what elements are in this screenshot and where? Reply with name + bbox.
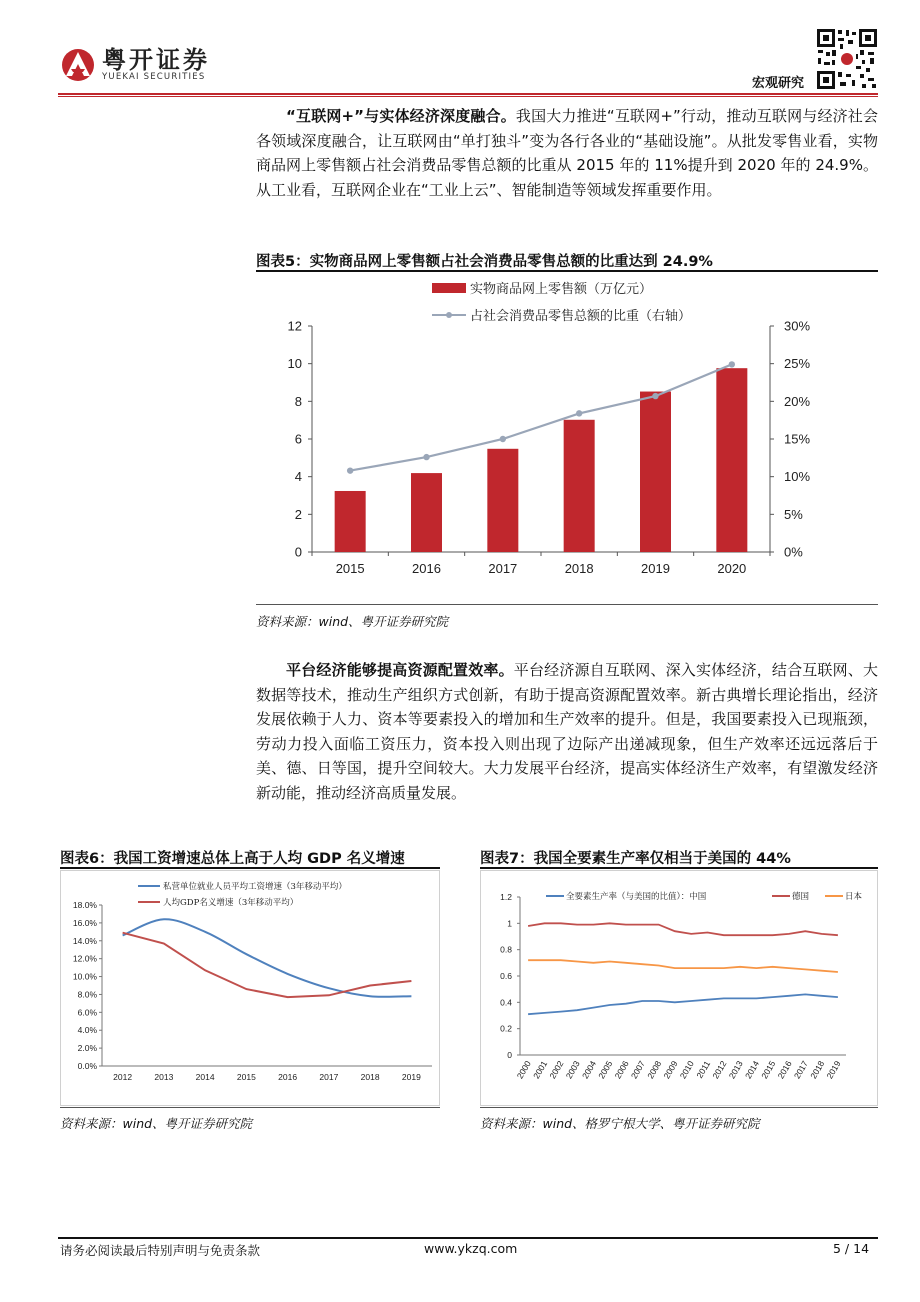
paragraph-internet-plus [256, 104, 878, 202]
footer-disclaimer: 请务必阅读最后特别声明与免责条款 [60, 1243, 261, 1258]
left-tick-label: 6 [294, 431, 302, 447]
x-tick-label: 2018 [360, 1072, 380, 1082]
right-tick-label: 0% [784, 544, 803, 560]
left-tick-label: 8 [294, 393, 302, 409]
x-tick-label: 2016 [278, 1072, 298, 1082]
y-tick-label: 1 [507, 918, 512, 929]
left-tick-label: 12 [287, 318, 302, 334]
left-tick-label: 4 [294, 469, 302, 485]
bar [487, 449, 518, 552]
legend-label: 日本 [845, 892, 863, 902]
y-tick-label: 14.0% [72, 935, 97, 946]
x-tick-label: 2001 [531, 1059, 550, 1081]
y-tick-label: 16.0% [72, 917, 97, 928]
x-tick-label: 2020 [717, 561, 747, 576]
x-tick-label: 2011 [694, 1059, 713, 1080]
x-tick-label: 2003 [563, 1059, 582, 1081]
series-line [528, 960, 838, 972]
y-tick-label: 6.0% [77, 1007, 97, 1018]
legend-swatch-bar [432, 283, 466, 293]
bar [411, 473, 442, 552]
legend-label: 私营单位就业人员平均工资增速（3年移动平均） [163, 882, 347, 892]
fig6-source: 资料来源：wind、粤开证券研究院 [60, 1116, 253, 1131]
x-tick-label: 2010 [677, 1059, 696, 1081]
fig5-chart [256, 272, 878, 602]
x-tick-label: 2015 [759, 1059, 778, 1081]
x-tick-label: 2016 [412, 561, 441, 576]
left-tick-label: 10 [287, 356, 302, 372]
x-tick-label: 2007 [628, 1059, 647, 1081]
company-logo [60, 48, 210, 82]
legend-label: 人均GDP名义增速（3年移动平均） [163, 898, 299, 908]
legend-label: 德国 [792, 892, 810, 902]
header-rule [58, 93, 878, 95]
y-tick-label: 0.0% [77, 1061, 97, 1071]
y-tick-label: 10.0% [72, 971, 97, 982]
x-tick-label: 2019 [641, 561, 670, 576]
x-tick-label: 2015 [335, 561, 365, 576]
bar [335, 491, 366, 552]
x-tick-label: 2012 [710, 1059, 729, 1081]
logo-chinese-name: 粤开证券 [102, 46, 210, 74]
x-tick-label: 2014 [195, 1072, 215, 1082]
header-rule-thin [58, 96, 878, 97]
x-tick-label: 2002 [547, 1059, 566, 1081]
paragraph-text: 平台经济源自互联网、深入实体经济，结合互联网、大数据等技术，推动生产组织方式创新，有助于提高资源配置效率。新古典增长理论指出，经济发展依赖于人力、资本等要素投入的增加和生产效率的提升。但是，我国要素投入已现瓶颈，劳动力投入面临工资压力，资本投入则出现了边际产出递减现象，但生产效率还远远落后于美、德、日等国，提升空间较大。大力发展平台经济，提高实体经济生产效率，有望激发经济新动能，推动经济高质量发展。 [256, 661, 878, 802]
left-tick-label: 0 [294, 544, 302, 560]
yuekai-logo-icon [60, 48, 96, 82]
x-tick-label: 2016 [775, 1059, 794, 1081]
x-tick-label: 2018 [564, 561, 594, 576]
x-tick-label: 2009 [661, 1059, 680, 1081]
fig7-title: 图表7：我国全要素生产率仅相当于美国的 44% [480, 851, 791, 867]
x-tick-label: 2017 [791, 1059, 810, 1081]
fig7-bottom-rule [480, 1107, 878, 1108]
data-point [576, 410, 582, 416]
legend-label: 全要素生产率（与美国的比值）：中国 [566, 892, 707, 902]
paragraph-lead: “互联网+”与实体经济深度融合。 [286, 107, 516, 125]
bar [716, 368, 747, 552]
section-label: 宏观研究 [752, 76, 805, 91]
right-tick-label: 10% [784, 469, 811, 485]
legend-label: 占社会消费品零售总额的比重（右轴） [470, 309, 692, 324]
y-tick-label: 0.2 [500, 1023, 512, 1034]
fig6-title-rule [60, 867, 440, 869]
y-tick-label: 0.4 [500, 997, 512, 1008]
x-tick-label: 2008 [645, 1059, 664, 1081]
y-tick-label: 2.0% [77, 1043, 97, 1054]
y-tick-label: 1.2 [500, 892, 512, 902]
fig7-source: 资料来源：wind、格罗宁根大学、粤开证券研究院 [480, 1116, 760, 1131]
x-tick-label: 2006 [612, 1059, 631, 1081]
x-tick-label: 2012 [113, 1072, 133, 1082]
x-tick-label: 2018 [808, 1059, 827, 1081]
right-tick-label: 30% [784, 318, 811, 334]
legend-marker [446, 312, 452, 318]
fig5-title: 图表5：实物商品网上零售额占社会消费品零售总额的比重达到 24.9% [256, 254, 713, 270]
y-tick-label: 0.6 [500, 971, 512, 981]
series-line [528, 994, 838, 1014]
data-point [500, 436, 506, 442]
right-tick-label: 20% [784, 393, 811, 409]
share-line [350, 364, 732, 470]
right-tick-label: 25% [784, 356, 811, 372]
logo-english-name: YUEKAI SECURITIES [102, 72, 206, 82]
x-tick-label: 2013 [726, 1059, 745, 1081]
fig6-title: 图表6：我国工资增速总体上高于人均 GDP 名义增速 [60, 851, 405, 867]
x-tick-label: 2005 [596, 1059, 615, 1081]
footer-rule [58, 1237, 878, 1239]
x-tick-label: 2015 [236, 1072, 256, 1082]
x-tick-label: 2004 [579, 1059, 599, 1081]
x-tick-label: 2019 [401, 1072, 421, 1082]
legend-label: 实物商品网上零售额（万亿元） [470, 282, 653, 297]
data-point [729, 361, 735, 367]
left-tick-label: 2 [294, 506, 302, 522]
paragraph-lead: 平台经济能够提高资源配置效率。 [286, 661, 514, 679]
fig5-bottom-rule [256, 604, 878, 605]
x-tick-label: 2017 [488, 561, 518, 576]
x-tick-label: 2019 [824, 1059, 843, 1081]
x-tick-label: 2000 [514, 1059, 533, 1081]
right-tick-label: 5% [784, 506, 803, 522]
data-point [347, 467, 353, 473]
qr-code-icon [816, 28, 878, 90]
y-tick-label: 4.0% [77, 1025, 97, 1036]
footer-page-number: 5 / 14 [833, 1241, 870, 1256]
fig7-title-rule [480, 867, 878, 869]
paragraph-text: 我国大力推进“互联网+”行动，推动互联网与经济社会各领域深度融合，让互联网由“单打独斗”变为各行各业的“基础设施”。从批发零售业看，实物商品网上零售额占社会消费品零售总额的比重从 2015 年的 11%提升到 2020 年的 24.9%。从工业看，互联网企业在“工业上云”、智能制造等领域发挥重要作用。 [256, 107, 878, 199]
fig6-bottom-rule [60, 1107, 440, 1108]
series-line [528, 923, 838, 935]
bar [564, 420, 595, 552]
y-tick-label: 18.0% [72, 900, 97, 910]
fig7-chart [480, 870, 878, 1106]
data-point [652, 393, 658, 399]
footer-website: www.ykzq.com [424, 1241, 518, 1256]
x-tick-label: 2013 [154, 1072, 174, 1082]
y-tick-label: 8.0% [77, 989, 97, 1000]
fig6-chart [60, 870, 440, 1106]
x-tick-label: 2014 [742, 1059, 762, 1081]
y-tick-label: 0 [507, 1050, 512, 1060]
x-tick-label: 2017 [319, 1072, 339, 1082]
paragraph-platform-economy [256, 658, 878, 805]
data-point [423, 454, 429, 460]
y-tick-label: 12.0% [72, 953, 97, 964]
right-tick-label: 15% [784, 431, 811, 447]
y-tick-label: 0.8 [500, 944, 512, 955]
fig5-source: 资料来源：wind、粤开证券研究院 [256, 614, 449, 629]
bar [640, 392, 671, 552]
